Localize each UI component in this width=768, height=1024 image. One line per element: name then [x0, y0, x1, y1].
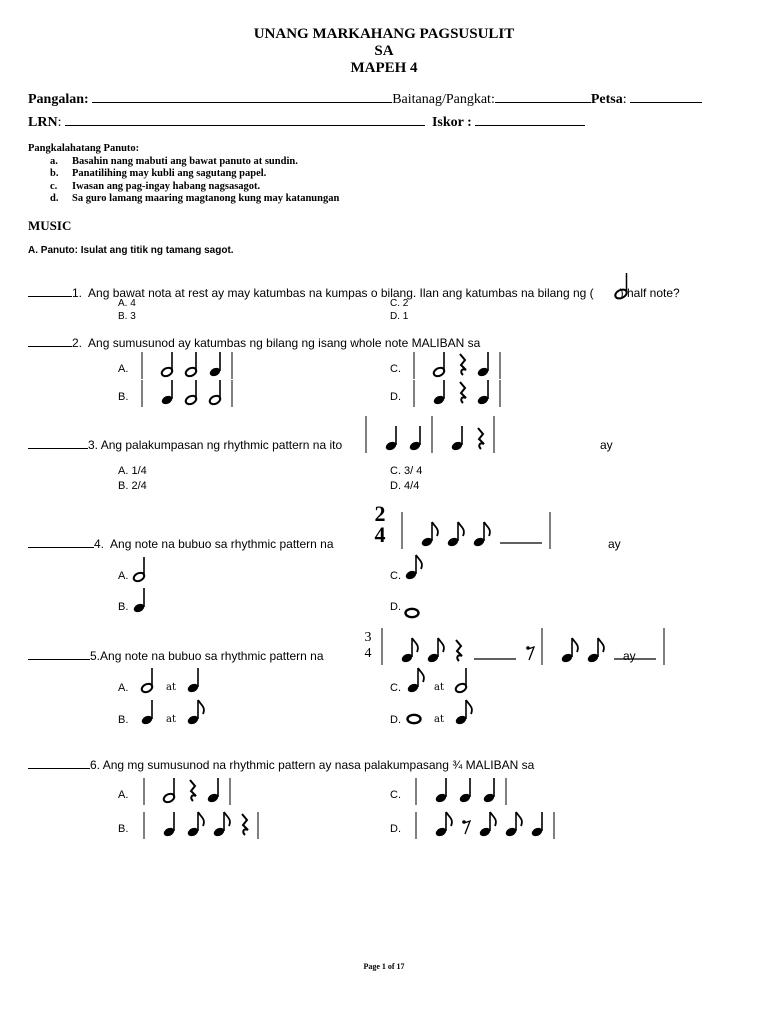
whole-note-icon — [406, 609, 419, 617]
eighth-note-icon — [504, 812, 522, 838]
quarter-rest-icon — [456, 640, 462, 661]
half-note-icon — [132, 557, 145, 583]
q3-pattern — [362, 414, 602, 454]
q4-label-d: D. — [390, 601, 401, 613]
half-note-icon — [162, 778, 175, 804]
eighth-note-icon — [186, 700, 204, 726]
q2-pattern-b — [138, 378, 248, 408]
q5-label-a: A. — [118, 682, 129, 694]
quarter-note-icon — [458, 778, 471, 804]
q3-option-d: D. 4/4 — [390, 480, 420, 492]
half-note-icon — [454, 668, 467, 694]
q2-number: 2. — [72, 336, 83, 350]
eighth-note-icon — [426, 638, 444, 664]
lrn-row — [28, 113, 585, 131]
eighth-note-icon — [400, 638, 418, 664]
section-label: Baitanag/Pangkat: — [392, 92, 495, 107]
quarter-note-icon — [206, 778, 219, 804]
q5-option-a-notes — [136, 666, 206, 696]
q1-option-d: D. 1 — [390, 311, 409, 322]
exam-title-sa: SA — [374, 43, 394, 59]
q5-number: 5. — [90, 649, 101, 663]
question-6 — [28, 758, 534, 772]
section-field[interactable] — [495, 90, 591, 103]
quarter-note-icon — [476, 352, 489, 378]
q1-text-after: ) half note? — [619, 286, 680, 300]
section-directions: A. Panuto: Isulat ang titik ng tamang sagot. — [28, 245, 234, 256]
eighth-note-icon — [472, 522, 490, 548]
date-colon: : — [622, 92, 627, 107]
q2-label-d: D. — [390, 391, 401, 403]
quarter-note-icon — [132, 588, 145, 614]
q4-label-a: A. — [118, 570, 129, 582]
answer-blank[interactable] — [28, 649, 90, 660]
quarter-note-icon — [140, 700, 153, 726]
quarter-rest-icon — [478, 428, 484, 449]
q2-label-b: B. — [118, 391, 129, 403]
q5-text: Ang note na bubuo sa rhythmic pattern na — [100, 649, 324, 663]
q4-option-b-note — [128, 586, 158, 616]
score-label: Iskor : — [431, 115, 472, 130]
q2-label-c: C. — [390, 363, 401, 375]
instructions-heading: Pangkalahatang Panuto: — [28, 143, 140, 154]
date-field[interactable] — [630, 90, 702, 103]
at-label: at — [434, 682, 444, 693]
q5-option-c-notes — [402, 666, 472, 696]
q6-label-b: B. — [118, 823, 129, 835]
lrn-field[interactable] — [65, 113, 425, 126]
q3-option-c: C. 3/ 4 — [390, 465, 423, 477]
instruction-item: b. Panatilihing may kubli ang sagutang papel. — [50, 168, 267, 179]
q2-pattern-c — [410, 350, 520, 380]
exam-subject: MAPEH 4 — [350, 60, 418, 76]
q3-option-b: B. 2/4 — [118, 480, 147, 492]
q5-label-c: C. — [390, 682, 401, 694]
eighth-note-icon — [406, 668, 424, 694]
q6-label-d: D. — [390, 823, 401, 835]
q6-pattern-b — [140, 810, 270, 840]
at-label: at — [166, 714, 176, 725]
q1-text: Ang bawat nota at rest ay may katumbas na kumpas o bilang. Ilan ang katumbas na bilang ng ( — [88, 286, 594, 300]
instruction-item: a. Basahin nang mabuti ang bawat panuto at sundin. — [50, 155, 298, 167]
q6-label-a: A. — [118, 789, 129, 801]
half-note-icon — [184, 352, 197, 378]
q3-text: Ang palakumpasan ng rhythmic pattern na ito — [100, 438, 343, 452]
quarter-note-icon — [432, 380, 445, 406]
eighth-note-icon — [454, 700, 472, 726]
quarter-note-icon — [434, 778, 447, 804]
q4-label-b: B. — [118, 601, 129, 613]
quarter-note-icon — [186, 668, 199, 694]
quarter-note-icon — [162, 812, 175, 838]
q4-suffix: ay — [608, 537, 621, 551]
half-note-icon — [610, 270, 640, 302]
quarter-note-icon — [476, 380, 489, 406]
instruction-item: d. Sa guro lamang maaring magtanong kung may katanungan — [50, 193, 340, 204]
half-note-icon — [184, 380, 197, 406]
q3-suffix: ay — [600, 438, 613, 452]
half-note-icon — [432, 352, 445, 378]
quarter-note-icon — [530, 812, 543, 838]
q4-pattern — [398, 510, 618, 550]
q2-pattern-a — [138, 350, 248, 380]
quarter-note-icon — [408, 426, 421, 452]
q6-pattern-a — [140, 776, 270, 806]
eighth-note-icon — [446, 522, 464, 548]
general-instructions — [28, 143, 339, 206]
q5-suffix: ay — [623, 649, 636, 663]
eighth-note-icon — [434, 812, 452, 838]
q4-number: 4. — [94, 537, 105, 551]
answer-blank[interactable] — [28, 758, 90, 769]
q6-label-c: C. — [390, 789, 401, 801]
eighth-note-icon — [212, 812, 230, 838]
quarter-rest-icon — [190, 780, 196, 801]
eighth-note-icon — [478, 812, 496, 838]
score-field[interactable] — [475, 113, 585, 126]
at-label: at — [434, 714, 444, 725]
q2-pattern-d — [410, 378, 520, 408]
lrn-colon: : — [57, 115, 62, 130]
q5-label-d: D. — [390, 714, 401, 726]
quarter-rest-icon — [460, 382, 466, 403]
q4-option-d-note — [400, 592, 430, 622]
question-4 — [28, 537, 334, 551]
q5-option-b-notes — [136, 698, 206, 728]
quarter-note-icon — [384, 426, 397, 452]
name-label: Pangalan: — [28, 92, 89, 107]
eighth-note-icon — [420, 522, 438, 548]
half-note-icon — [140, 668, 153, 694]
eighth-note-icon — [186, 812, 204, 838]
question-5 — [28, 649, 324, 663]
name-row — [28, 90, 702, 108]
q2-text: Ang sumusunod ay katumbas ng bilang ng isang whole note MALIBAN sa — [88, 336, 481, 350]
eighth-rest-icon — [462, 820, 470, 834]
q6-text: Ang mg sumusunod na rhythmic pattern ay nasa palakumpasang ¾ MALIBAN sa — [102, 758, 535, 772]
q5-option-d-notes — [402, 698, 472, 728]
q1-option-c: C. 2 — [390, 298, 409, 309]
answer-blank[interactable] — [28, 336, 72, 347]
eighth-rest-icon — [526, 646, 534, 660]
answer-blank[interactable] — [28, 438, 88, 449]
half-note-icon — [160, 352, 173, 378]
question-3 — [28, 438, 342, 452]
section-heading: MUSIC — [28, 218, 72, 233]
quarter-note-icon — [160, 380, 173, 406]
half-note-icon — [208, 380, 221, 406]
q1-option-a: A. 4 — [118, 298, 136, 309]
exam-title: UNANG MARKAHANG PAGSUSULIT — [253, 26, 515, 42]
q4-label-c: C. — [390, 570, 401, 582]
question-2 — [28, 336, 480, 350]
date-label: Petsa — [590, 92, 623, 107]
q2-label-a: A. — [118, 363, 129, 375]
answer-blank[interactable] — [28, 286, 72, 297]
quarter-note-icon — [482, 778, 495, 804]
eighth-note-icon — [404, 555, 422, 581]
quarter-note-icon — [450, 426, 463, 452]
eighth-note-icon — [560, 638, 578, 664]
q5-time-signature: 3 4 — [364, 630, 372, 661]
eighth-note-icon — [586, 638, 604, 664]
answer-blank[interactable] — [28, 537, 94, 548]
at-label: at — [166, 682, 176, 693]
name-field[interactable] — [92, 90, 392, 103]
quarter-rest-icon — [242, 814, 248, 835]
quarter-rest-icon — [460, 354, 466, 375]
lrn-label: LRN — [28, 115, 58, 130]
quarter-note-icon — [208, 352, 221, 378]
q5-label-b: B. — [118, 714, 129, 726]
q6-number: 6. — [90, 758, 101, 772]
q4-time-signature: 2 4 — [374, 501, 386, 547]
instruction-item: c. Iwasan ang pag-ingay habang nagsasagot. — [50, 180, 261, 192]
q3-option-a: A. 1/4 — [118, 465, 147, 477]
q6-pattern-d — [412, 810, 572, 840]
q6-pattern-c — [412, 776, 572, 806]
page-number: Page 1 of 17 — [363, 962, 405, 971]
q5-pattern — [378, 626, 638, 666]
whole-note-icon — [408, 715, 421, 723]
q4-text: Ang note na bubuo sa rhythmic pattern na — [110, 537, 334, 551]
q1-option-b: B. 3 — [118, 311, 136, 322]
q3-number: 3. — [88, 438, 99, 452]
q1-number: 1. — [72, 286, 83, 300]
q4-option-c-note — [400, 553, 430, 583]
q4-option-a-note — [128, 555, 158, 585]
